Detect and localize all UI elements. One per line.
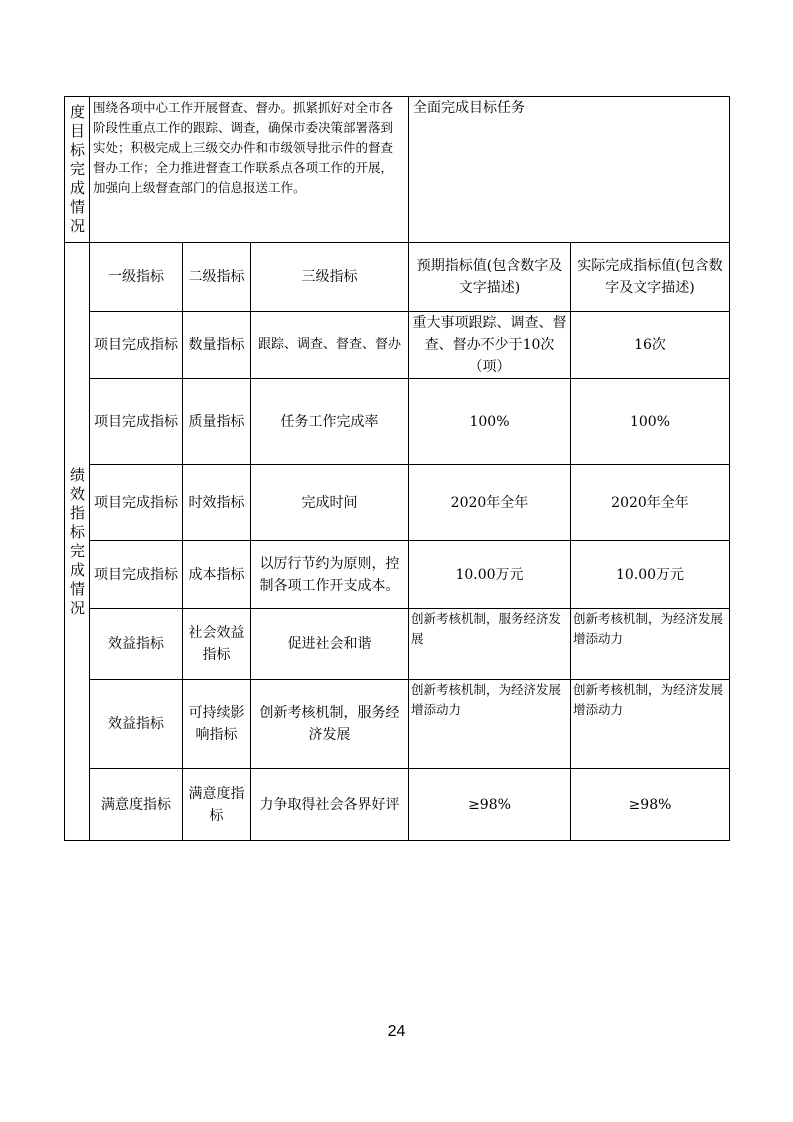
row-level1: 效益指标 [90, 609, 183, 680]
row-level1: 项目完成指标 [90, 465, 183, 541]
row-expected: 创新考核机制，为经济发展增添动力 [409, 680, 571, 769]
row-level3: 以厉行节约为原则，控制各项工作开支成本。 [251, 541, 409, 609]
row-level3: 任务工作完成率 [251, 379, 409, 465]
row-expected: 10.00万元 [409, 541, 571, 609]
row-level2: 可持续影响指标 [183, 680, 251, 769]
header-row [65, 243, 730, 312]
table-row [65, 680, 730, 769]
row-level1: 效益指标 [90, 680, 183, 769]
header-level1: 一级指标 [90, 243, 183, 312]
row-actual: 100% [571, 379, 730, 465]
row-level1: 满意度指标 [90, 769, 183, 841]
row-expected: 2020年全年 [409, 465, 571, 541]
objective-result: 全面完成目标任务 [409, 97, 730, 243]
row-level2: 满意度指标 [183, 769, 251, 841]
header-level2: 二级指标 [183, 243, 251, 312]
table-row [65, 312, 730, 379]
performance-table [64, 96, 730, 841]
row-actual: 创新考核机制，为经济发展增添动力 [571, 609, 730, 680]
table-row [65, 465, 730, 541]
row-actual: 10.00万元 [571, 541, 730, 609]
row-level3: 促进社会和谐 [251, 609, 409, 680]
row-level3: 完成时间 [251, 465, 409, 541]
row-level2: 成本指标 [183, 541, 251, 609]
row-level3: 跟踪、调查、督查、督办 [251, 312, 409, 379]
row-level1: 项目完成指标 [90, 541, 183, 609]
row-level3: 创新考核机制，服务经济发展 [251, 680, 409, 769]
performance-label: 绩效指标完成情况 [65, 243, 90, 841]
row-actual: ≥98% [571, 769, 730, 841]
row-level2: 社会效益指标 [183, 609, 251, 680]
header-actual: 实际完成指标值(包含数字及文字描述) [571, 243, 730, 312]
row-level2: 数量指标 [183, 312, 251, 379]
row-level1: 项目完成指标 [90, 379, 183, 465]
row-expected: ≥98% [409, 769, 571, 841]
row-level2: 质量指标 [183, 379, 251, 465]
row-level3: 力争取得社会各界好评 [251, 769, 409, 841]
table-row [65, 769, 730, 841]
table-row [65, 541, 730, 609]
objective-label: 度目标完成情况 [65, 97, 90, 243]
row-actual: 16次 [571, 312, 730, 379]
row-level2: 时效指标 [183, 465, 251, 541]
header-expected: 预期指标值(包含数字及文字描述) [409, 243, 571, 312]
row-actual: 创新考核机制，为经济发展增添动力 [571, 680, 730, 769]
row-expected: 创新考核机制，服务经济发展 [409, 609, 571, 680]
table-row [65, 379, 730, 465]
objective-row [65, 97, 730, 243]
row-actual: 2020年全年 [571, 465, 730, 541]
row-expected: 重大事项跟踪、调查、督查、督办不少于10次（项） [409, 312, 571, 379]
objective-content: 围绕各项中心工作开展督查、督办。抓紧抓好对全市各阶段性重点工作的跟踪、调查，确保市委决策部署落到实处；积极完成上三级交办件和市级领导批示件的督查督办工作；全力推进督查工作联系点各项工作的开展，加强向上级督查部门的信息报送工作。 [90, 97, 409, 243]
row-expected: 100% [409, 379, 571, 465]
page-number: 24 [387, 1023, 406, 1040]
table-row [65, 609, 730, 680]
row-level1: 项目完成指标 [90, 312, 183, 379]
header-level3: 三级指标 [251, 243, 409, 312]
